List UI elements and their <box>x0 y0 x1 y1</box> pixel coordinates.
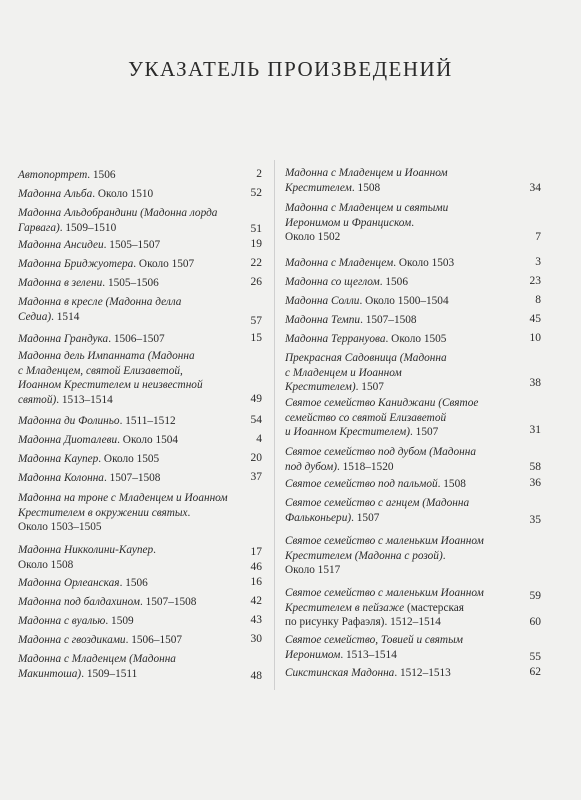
entry-line <box>18 257 262 272</box>
entry-line <box>285 411 541 426</box>
artwork-title: Мадонна Орлеанская <box>18 577 120 589</box>
artwork-title: Святое семейство с маленьким Иоанном <box>285 587 484 599</box>
entry-line <box>18 276 262 291</box>
index-entry <box>285 275 541 290</box>
artwork-title: Иеронимом <box>285 648 341 661</box>
page-number: 38 <box>529 377 541 389</box>
entry-line <box>18 506 262 521</box>
artwork-title: Иеронимом и Франциском <box>285 216 412 229</box>
artwork-title: Мадонна в кресле (Мадонна делла <box>18 296 182 308</box>
entry-date: . 1507 <box>355 381 384 394</box>
artwork-title: с Младенцем и Иоанном <box>285 366 402 379</box>
artwork-title: Святое семейство с агнцем (Мадонна <box>285 497 470 509</box>
entry-date: . 1509–1511 <box>81 667 138 680</box>
page-number: 4 <box>256 433 262 445</box>
index-entry <box>285 633 541 662</box>
entry-line <box>18 614 262 629</box>
entry-date: . 1507–1508 <box>360 314 417 326</box>
artwork-title: Святое семейство с маленьким Иоанном <box>285 535 484 547</box>
page-number: 49 <box>250 393 262 405</box>
artwork-title: и Иоанном Крестителем) <box>285 426 411 439</box>
artwork-title: Мадонна Никколини-Каупер <box>18 544 154 556</box>
index-entry <box>18 257 262 272</box>
entry-line <box>285 586 541 601</box>
index-entry <box>18 471 262 486</box>
page-number: 23 <box>529 275 541 287</box>
entry-date: . 1511–1512 <box>119 415 176 427</box>
page-number: 54 <box>250 414 262 426</box>
artwork-title: Мадонна Колонна <box>18 472 104 484</box>
entry-date: . <box>411 216 415 229</box>
entry-line <box>285 496 541 511</box>
artwork-title: Мадонна Ансидеи <box>18 239 104 251</box>
entry-date: . 1507–1508 <box>139 596 197 608</box>
artwork-title: Святое семейство под пальмой <box>285 478 438 490</box>
entry-line <box>285 615 541 630</box>
artwork-title: Мадонна с Младенцем и Иоанном <box>285 167 448 179</box>
entry-line <box>18 595 262 610</box>
artwork-title: Мадонна ди Фолиньо <box>18 415 120 427</box>
entry-line <box>18 543 262 558</box>
entry-line <box>285 256 541 271</box>
index-entry <box>285 586 541 630</box>
page-number: 35 <box>529 514 541 526</box>
artwork-title: Фальконьери) <box>285 511 352 524</box>
index-entry <box>18 332 262 347</box>
entry-line <box>285 425 541 440</box>
index-entry <box>285 294 541 309</box>
entry-date: . 1507 <box>351 511 380 524</box>
index-entry <box>18 633 262 648</box>
page-number: 31 <box>529 424 541 436</box>
artwork-title: Мадонна Террануова <box>285 333 386 345</box>
entry-date: . 1508 <box>437 478 466 490</box>
entry-date: . 1505–1507 <box>103 239 161 251</box>
entry-date: . Около 1507 <box>133 258 195 270</box>
page-number: 45 <box>529 313 541 325</box>
entry-line <box>285 230 541 245</box>
entry-date: . 1508 <box>351 181 381 194</box>
page-number: 8 <box>535 294 541 306</box>
entry-line <box>285 445 541 460</box>
page-number: 26 <box>250 276 262 288</box>
page-number: 20 <box>250 452 262 464</box>
page-number: 34 <box>529 182 541 194</box>
index-entry <box>18 433 262 448</box>
entry-line <box>18 452 262 467</box>
artwork-title: под дубом) <box>285 460 337 473</box>
entry-date: . <box>187 506 191 519</box>
page-title: УКАЗАТЕЛЬ ПРОИЗВЕДЕНИЙ <box>128 57 453 81</box>
entry-line <box>285 313 541 328</box>
entry-line <box>285 633 541 648</box>
entry-line <box>285 275 541 290</box>
index-entry <box>285 666 541 681</box>
page-number: 30 <box>250 633 262 645</box>
artwork-title: Святое семейство под дубом (Мадонна <box>285 446 476 458</box>
index-entry <box>18 576 262 591</box>
entry-date: . 1506 <box>87 169 116 181</box>
artwork-title: Мадонна с гвоздиками <box>18 634 126 646</box>
entry-date: . 1507 <box>410 426 439 439</box>
entry-line <box>18 633 262 648</box>
page-number: 19 <box>250 238 262 250</box>
artwork-title: Мадонна Солли <box>285 295 360 307</box>
index-entry <box>285 201 541 245</box>
index-entry <box>285 313 541 328</box>
entry-line <box>285 166 541 181</box>
index-entry <box>285 166 541 195</box>
page-number: 48 <box>250 670 262 682</box>
index-entry <box>18 238 262 253</box>
index-entry <box>18 414 262 429</box>
artwork-title: Мадонна с вуалью <box>18 615 106 627</box>
entry-date: . 1507–1508 <box>103 472 161 484</box>
page-number: 16 <box>250 576 262 588</box>
artwork-title: Крестителем <box>285 181 352 194</box>
index-entry <box>18 168 262 183</box>
index-entry <box>18 187 262 202</box>
page-number: 59 <box>529 590 541 602</box>
entry-line <box>285 181 541 196</box>
artwork-title: Крестителем в пейзаже <box>285 601 405 614</box>
entry-date: . 1509 <box>105 615 134 627</box>
artwork-title: Мадонна с Младенцем (Мадонна <box>18 653 176 665</box>
page-number: 36 <box>529 477 541 489</box>
entry-line <box>18 393 262 408</box>
entry-date: . Около 1503 <box>393 257 455 269</box>
entry-line <box>18 349 262 364</box>
entry-date: . 1514 <box>51 310 80 323</box>
artwork-title: Мадонна на троне с Младенцем и Иоанном <box>18 492 228 504</box>
artwork-title: Сикстинская Мадонна <box>285 667 395 679</box>
entry-line <box>18 520 262 535</box>
index-entry <box>285 396 541 440</box>
entry-date: . 1509–1510 <box>59 221 117 234</box>
entry-line <box>18 667 262 682</box>
index-entry <box>18 276 262 291</box>
page-number: 62 <box>529 666 541 678</box>
entry-date: . Около 1510 <box>92 188 154 200</box>
artwork-title: Мадонна Бриджуотера <box>18 258 134 270</box>
entry-line <box>285 511 541 526</box>
entry-date: . 1506 <box>379 276 408 288</box>
artwork-title: Крестителем (Мадонна с розой) <box>285 549 443 562</box>
entry-date: . Около 1500–1504 <box>359 295 449 307</box>
entry-line <box>18 414 262 429</box>
page-number: 3 <box>535 256 541 268</box>
artwork-title: Иоанном Крестителем и неизвестной <box>18 379 203 392</box>
entry-line <box>18 187 262 202</box>
artwork-title: Мадонна с Младенцем <box>285 257 394 269</box>
entry-line <box>285 549 541 564</box>
entry-line <box>18 310 262 325</box>
artwork-title: Мадонна Каупер <box>18 453 99 465</box>
artwork-title: Автопортрет <box>18 169 88 181</box>
page-number: 51 <box>250 223 262 235</box>
page-number: 10 <box>529 332 541 344</box>
entry-line <box>18 295 262 310</box>
page-number: 2 <box>256 168 262 180</box>
entry-line <box>18 433 262 448</box>
entry-line <box>18 364 262 379</box>
page-number: 7 <box>535 231 541 243</box>
index-entry <box>18 295 262 327</box>
index-entry <box>18 543 262 572</box>
page-number: 46 <box>250 561 262 573</box>
artwork-title: семейство со святой Елизаветой <box>285 411 447 424</box>
artwork-title: святой) <box>18 393 57 406</box>
entry-date: . 1506 <box>119 577 148 589</box>
entry-line <box>285 534 541 549</box>
artwork-title: Мадонна под балдахином <box>18 596 140 608</box>
index-entry <box>285 332 541 347</box>
entry-line <box>18 558 262 573</box>
entry-date: Около 1502 <box>285 231 341 244</box>
entry-line <box>18 378 262 393</box>
index-entry <box>18 614 262 629</box>
entry-line <box>18 332 262 347</box>
entry-date: . 1518–1520 <box>337 460 394 473</box>
entry-date: . Около 1505 <box>98 453 160 465</box>
artwork-title: Крестителем) <box>285 381 356 394</box>
artwork-title: Седиа) <box>18 310 52 323</box>
artwork-title: Мадонна Грандука <box>18 333 109 345</box>
entry-date: . 1513–1514 <box>56 393 113 406</box>
entry-date: по рисунку Рафаэля). 1512–1514 <box>285 616 441 629</box>
artwork-title: с Младенцем, святой Елизаветой, <box>18 364 183 377</box>
entry-line <box>18 221 262 236</box>
entry-line <box>285 332 541 347</box>
artwork-title: Мадонна в зелени <box>18 277 103 289</box>
index-entry <box>18 349 262 407</box>
entry-line <box>285 380 541 395</box>
entry-line <box>285 201 541 216</box>
entry-date: (мастерская <box>404 601 464 614</box>
entry-line <box>285 601 541 616</box>
entry-date: Около 1508 <box>18 558 74 571</box>
entry-date: . <box>442 549 446 562</box>
artwork-title: Гарвага) <box>18 221 60 234</box>
page-number: 42 <box>250 595 262 607</box>
artwork-title: Мадонна с Младенцем и святыми <box>285 202 449 214</box>
page-number: 17 <box>250 546 262 558</box>
entry-line <box>285 216 541 231</box>
entry-line <box>285 396 541 411</box>
entry-line <box>18 206 262 221</box>
entry-date: . 1505–1506 <box>102 277 159 289</box>
column-divider <box>274 160 275 690</box>
index-entry <box>285 477 541 492</box>
index-entry <box>18 652 262 681</box>
entry-line <box>285 460 541 475</box>
entry-line <box>18 471 262 486</box>
page-number: 43 <box>250 614 262 626</box>
page-number: 55 <box>529 651 541 663</box>
page-number: 37 <box>250 471 262 483</box>
entry-line <box>285 648 541 663</box>
entry-date: . 1513–1514 <box>340 648 397 661</box>
page-number: 57 <box>250 315 262 327</box>
entry-line <box>18 652 262 667</box>
entry-date: . Около 1505 <box>385 333 447 345</box>
artwork-title: Святое семейство Каниджани (Святое <box>285 397 479 409</box>
artwork-title: Святое семейство, Товией и святым <box>285 634 463 646</box>
page-number: 15 <box>250 332 262 344</box>
page-number: 52 <box>250 187 262 199</box>
entry-date: . 1512–1513 <box>394 667 451 679</box>
artwork-title: Мадонна со щеглом <box>285 276 380 288</box>
artwork-title: Прекрасная Садовница (Мадонна <box>285 352 447 364</box>
entry-date: . Около 1504 <box>117 434 179 446</box>
entry-line <box>285 477 541 492</box>
page-number: 22 <box>250 257 262 269</box>
index-entry <box>18 206 262 235</box>
artwork-title: Макинтоша) <box>18 667 82 680</box>
index-entry <box>285 534 541 602</box>
entry-date: Около 1517 <box>285 564 341 577</box>
entry-line <box>18 238 262 253</box>
entry-line <box>18 576 262 591</box>
artwork-title: Мадонна дель Импанната (Мадонна <box>18 350 195 362</box>
index-entry <box>285 256 541 271</box>
entry-line <box>285 563 541 578</box>
artwork-title: Крестителем в окружении святых <box>18 506 188 519</box>
index-entry <box>18 452 262 467</box>
artwork-title: Мадонна Темпи <box>285 314 361 326</box>
entry-date: . 1506–1507 <box>125 634 183 646</box>
artwork-title: Мадонна Альба <box>18 188 93 200</box>
index-entry <box>18 595 262 610</box>
artwork-title: Мадонна Диоталеви <box>18 434 118 446</box>
index-entry <box>285 445 541 474</box>
entry-date: . 1506–1507 <box>108 333 165 345</box>
page-number: 58 <box>529 461 541 473</box>
entry-line <box>18 168 262 183</box>
page-number: 60 <box>529 616 541 628</box>
entry-line <box>18 491 262 506</box>
entry-line <box>285 294 541 309</box>
index-entry <box>285 351 541 395</box>
entry-line <box>285 666 541 681</box>
index-entry <box>285 496 541 525</box>
entry-line <box>285 366 541 381</box>
artwork-title: Мадонна Альдобрандини (Мадонна лорда <box>18 207 218 219</box>
entry-date: Около 1503–1505 <box>18 521 102 534</box>
entry-line <box>285 351 541 366</box>
entry-date: . <box>153 544 156 556</box>
